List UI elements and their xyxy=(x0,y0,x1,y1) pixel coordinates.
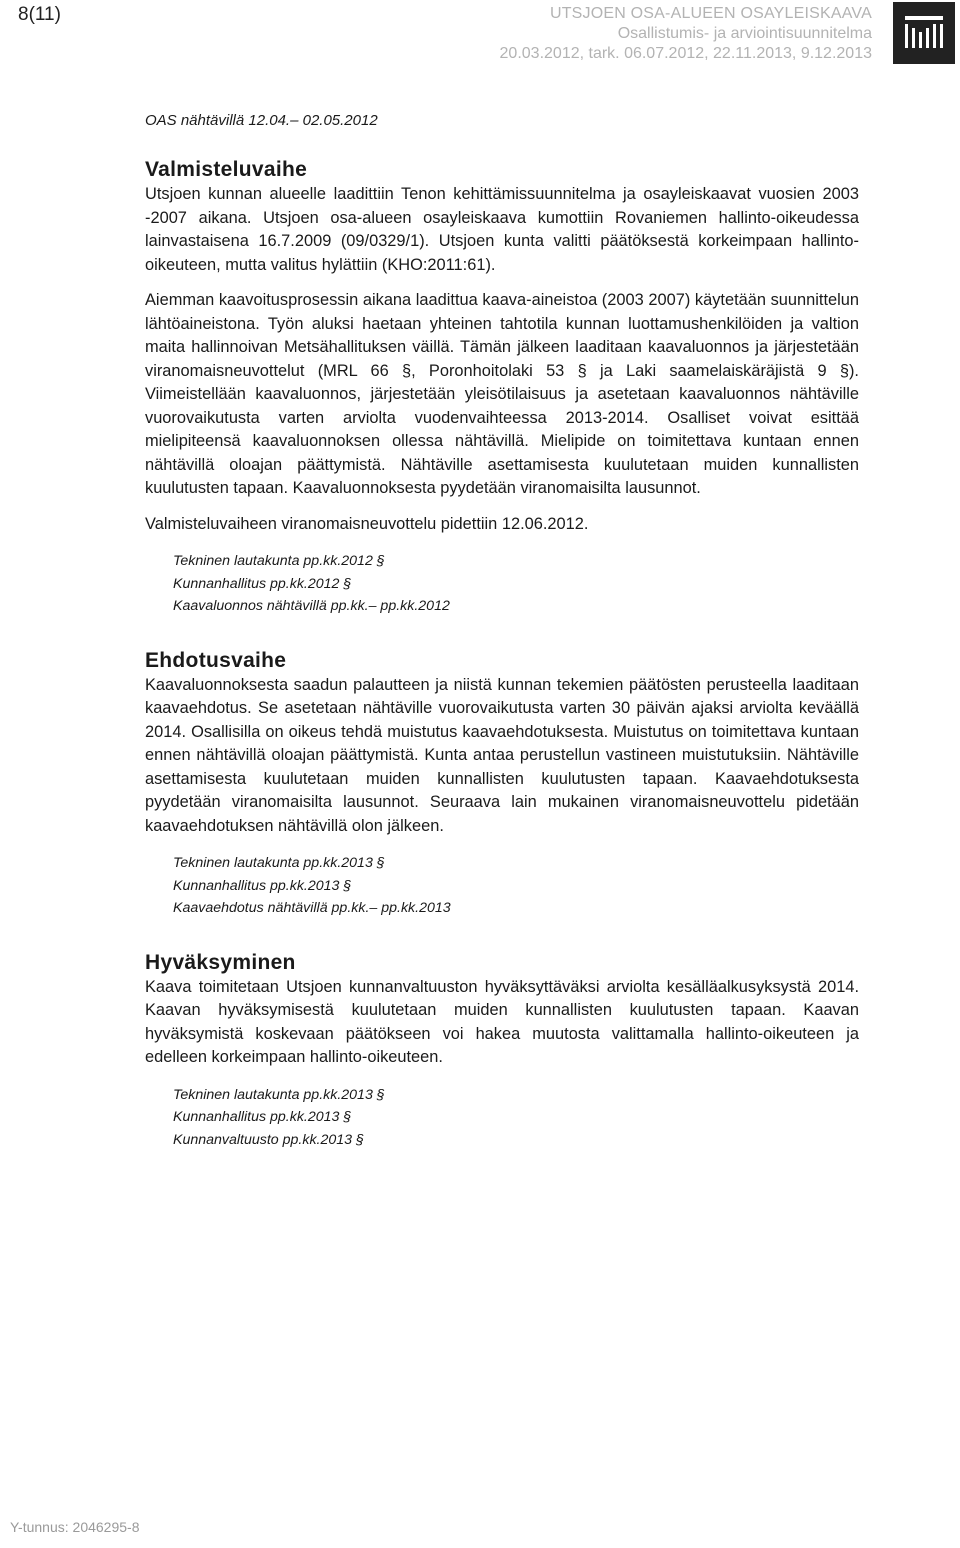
decision-item: Tekninen lautakunta pp.kk.2013 § xyxy=(173,1086,385,1103)
decision-list xyxy=(173,852,859,920)
section-valmisteluvaihe xyxy=(145,157,859,618)
section-ehdotusvaihe xyxy=(145,648,859,920)
document-header xyxy=(500,4,872,64)
header-doc-title: Osallistumis- ja arviointisuunnitelma xyxy=(617,25,872,42)
document-body xyxy=(145,112,859,1151)
page-number: 8(11) xyxy=(18,4,61,25)
decision-item: Kunnanvaltuusto pp.kk.2013 § xyxy=(173,1131,364,1148)
section-hyvaksyminen xyxy=(145,950,859,1152)
paragraph: Utsjoen kunnan alueelle laadittiin Tenon kehittämissuunnitelma ja osayleiskaavat vuosien 2003 -2007 aikana. Utsjoen osa-alueen osayleiskaava kumottiin Rovaniemen hallinto-oikeudessa lainvastaisena 16.7.2009 (09/0329/1). Utsjoen kunta valitti päätöksestä korkeimpaan hallinto-oikeuteen, mutta valitus hylättiin (KHO:2011:61). xyxy=(145,185,859,274)
decision-item: Kunnanhallitus pp.kk.2012 § xyxy=(173,575,352,592)
municipal-logo-icon xyxy=(893,2,955,64)
section-heading: Ehdotusvaihe xyxy=(145,648,287,672)
header-dates: 20.03.2012, tark. 06.07.2012, 22.11.2013, 9.12.2013 xyxy=(499,45,872,62)
oas-availability-line: OAS nähtävillä 12.04.– 02.05.2012 xyxy=(145,112,378,129)
decision-item: Tekninen lautakunta pp.kk.2013 § xyxy=(173,855,385,871)
paragraph: Kaavaluonnoksesta saadun palautteen ja niistä kunnan tekemien päätösten perusteella laaditaan kaavaehdotus. Se asetetaan nähtäville vuorovaikutusta varten 30 päivän ajaksi arviolta keväällä 2014. Osallisilla on oikeus tehdä muistutus kaavaehdotuksesta. Muistutus on toimitettava kuntaan ennen nähtävillä oloajan päättymistä. Kunta antaa perustellun vastineen muistutuksiin. Nähtäville asettamisesta kuulutetaan muiden kunnallisten kuulutusten tapaan. Kaavaehdotuksesta pyydetään viranomaisilta lausunnot. Seuraava lain mukainen viranomaisneuvottelu pidetään kaavaehdotuksen nähtävillä olon jälkeen. xyxy=(145,675,859,835)
paragraph: Aiemman kaavoitusprosessin aikana laadittua kaava-aineistoa (2003 2007) käytetään suunnittelun lähtöaineistona. Työn aluksi haetaan yhteinen tahtotila kunnan luottamushenkilöiden ja valtion maita hallinnoivan Metsähallituksen väillä. Tämän jälkeen laaditaan kaavaluonnos ja järjestetään viranomaisneuvottelut (MRL 66 §, Poronhoitolaki 53 § ja Laki saamelaiskäräjistä 9 §). Viimeistellään kaavaluonnos, järjestetään yleisötilaisuus ja asetetaan kaavaluonnos nähtäville vuorovaikutusta varten arviolta vuodenvaihteessa 2013-2014. Osalliset voivat esittää mielipiteensä kaavaluonnoksen ollessa nähtävillä. Mielipide on toimitettava kuntaan ennen nähtävillä oloajan päättymistä. Nähtäville asettamisesta kuulutetaan muiden kunnallisten kuulutusten tapaan. Kaavaluonnoksesta pyydetään viranomaisilta lausunnot. xyxy=(145,291,859,497)
decision-item: Kaavaluonnos nähtävillä pp.kk.– pp.kk.2012 xyxy=(173,598,450,614)
decision-list xyxy=(173,1084,859,1152)
section-heading: Valmisteluvaihe xyxy=(145,158,308,181)
decision-item: Kaavaehdotus nähtävillä pp.kk.– pp.kk.2013 xyxy=(173,900,451,916)
footer-business-id: Y-tunnus: 2046295-8 xyxy=(10,1519,140,1535)
paragraph: Valmisteluvaiheen viranomaisneuvottelu pidettiin 12.06.2012. xyxy=(145,514,589,533)
decision-item: Tekninen lautakunta pp.kk.2012 § xyxy=(173,553,385,569)
paragraph: Kaava toimitetaan Utsjoen kunnanvaltuuston hyväksyttäväksi arviolta kesälläalkusyksystä 2014. Kaavan hyväksymisestä kuulutetaan muiden kunnallisten kuulutusten tapaan. Kaavan hyväksymistä koskevaan päätökseen voi hakea muutosta valittamalla hallinto-oikeuteen ja edelleen korkeimpaan hallinto-oikeuteen. xyxy=(145,977,859,1066)
decision-item: Kunnanhallitus pp.kk.2013 § xyxy=(173,1109,352,1125)
header-org-title: UTSJOEN OSA-ALUEEN OSAYLEISKAAVA xyxy=(549,5,872,22)
section-heading: Hyväksyminen xyxy=(145,950,296,974)
decision-list xyxy=(173,550,859,618)
decision-item: Kunnanhallitus pp.kk.2013 § xyxy=(173,877,352,894)
